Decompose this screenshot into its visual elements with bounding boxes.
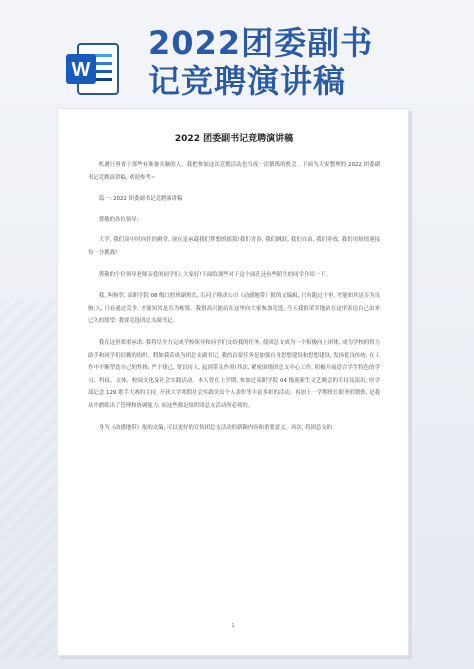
word-document-icon (64, 40, 120, 98)
header (0, 0, 474, 110)
title-line-2: 记竞聘演讲稿 (148, 62, 347, 100)
watermark-pattern (0, 300, 56, 660)
paragraph: 尊敬的各位领导: (98, 216, 139, 223)
paragraph: 我在这里郑重承诺: 我将尽全力完成学校领导和同学们交给我的任务, 使团总支成为一个积极向上团体, 成为学校的得力助手和同学们信赖的组织。假如我若成为团总支副书记, 我的首要任务是加强自身思想建设和思想建设, 发扬优良传统, 在工作中不断塑造自己的性格, 严于律己, 宽以待人, 起到带头作用!其次, 紧密围绕团总支中心工作, 积极开展适合学生特色的学习、科技、文体、校园文化及社会实践活动。本人曾在上学期, 参加过高职学院 04 级迎新生文艺晚会的主持及演出, 医学部记念 129 歌手大赛的主持, 开获大学寒假社会实践突出个人表彰等丰富多彩的活动。再加上一学期班长职务的锻炼, 是我从中磨练出了管理和协调能力, 而这些都是组织团总支活动所必须的。 (88, 339, 380, 409)
paragraph: 我, 叫杨翌, 高职学院 08 级口腔班副班长, 石河子移动公司《动感地带》报的文编辑, 只有跑过于里, 才能知其是否为良驹;人, 只有通过竞争, 才能知其是否为栋梁。我很高兴能站在这里向大家参加竞选, 今天我很荣幸地站在这里表达自己由来已久的愿望: 我要竞选团总支副书记。 (88, 293, 380, 325)
page-number: 1 (231, 623, 235, 629)
page-title (148, 24, 448, 100)
paragraph: 机遇只垂青于那些有准备头脑的人。我把参加这次竞聘活动也当成一次锻炼的机会。下面为大家整理的 2022 团委副书记竞聘演讲稿, 欢迎参考~ (88, 162, 380, 181)
document-title: 2022 团委副书记竞聘演讲稿 (174, 134, 294, 144)
paragraph: 身为《动感地带》报的文编, 可以更好的宣传团总支活动的新颖内容和重要意义。再次, 将团总支的 (98, 424, 333, 431)
title-line-1: 2022团委副书 (148, 24, 374, 62)
paragraph: 篇一: 2022 团委副书记竞聘演讲稿 (98, 196, 183, 203)
paragraph: 大学, 我们高中时向往的殿堂, 现在是承载我们梦想的摇篮!我们青春, 我们跳跃, 我们自由, 我们奔放, 我们用热情迎接每一分挑战! (88, 237, 380, 256)
paragraph: 尊敬的个位领导老师亲爱的同学们: 大家好!下面给那些对于这个面孔还有些陌生的同学介绍一下。 (98, 271, 331, 278)
word-logo-letter: W (71, 59, 91, 81)
document-page (57, 108, 409, 656)
